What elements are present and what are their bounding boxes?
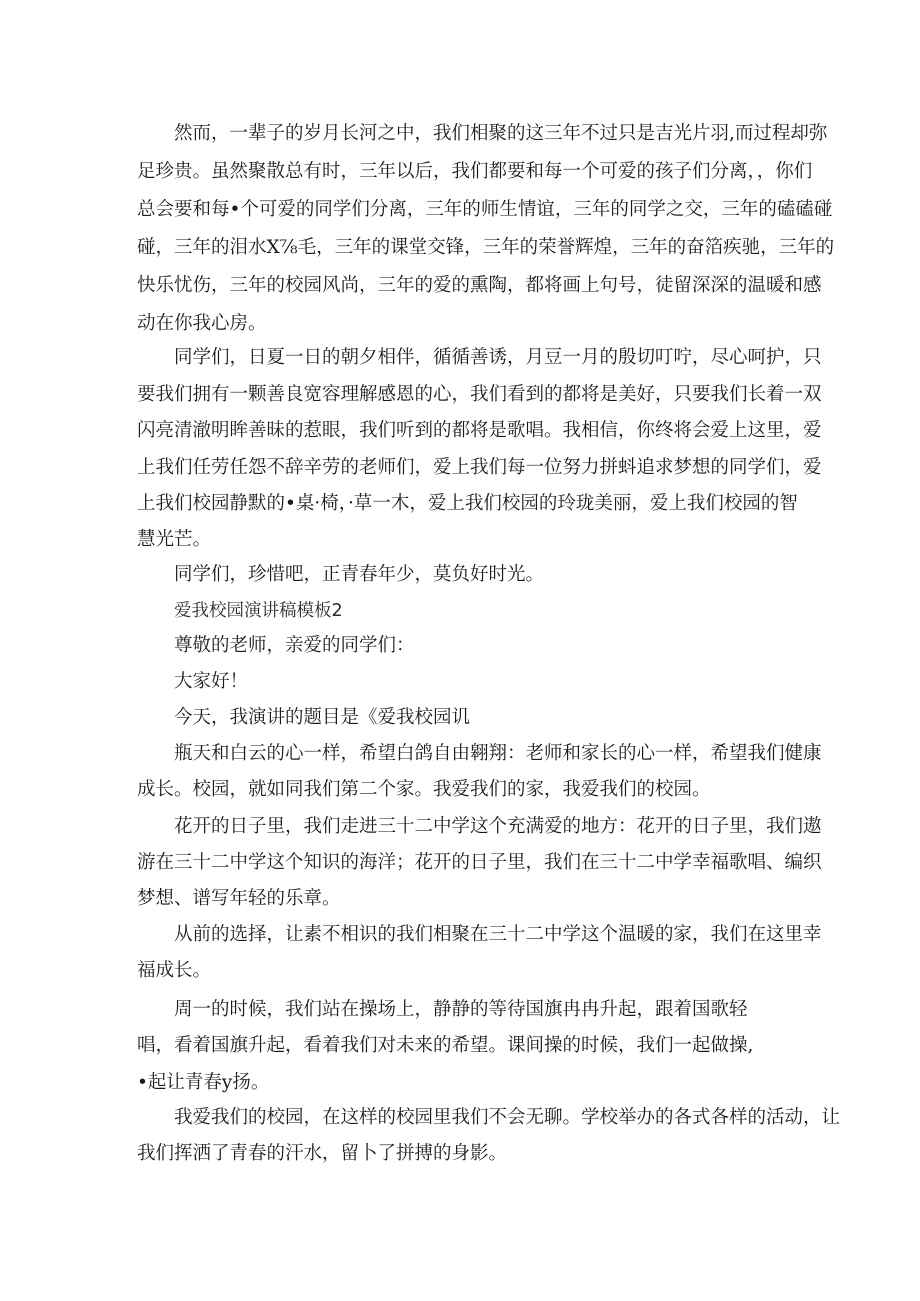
text-line: 梦想、谱写年轻的乐章。 xyxy=(137,888,341,909)
text-line: 瓶天和白云的心一样，希望白鸽自由翱翔：老师和家长的心一样，希望我们健康 xyxy=(174,743,822,764)
text-line: 福成长。 xyxy=(137,960,212,981)
text-line: 成长。校园，就如同我们第二个家。我爱我们的家，我爱我们的校园。 xyxy=(137,779,711,800)
text-line: 我们挥洒了青春的汗水，留卜了拼搏的身影。 xyxy=(137,1143,508,1164)
text-line: 上我们任劳任怨不辞辛劳的老师们，爱上我们每一位努力拼蚪追求梦想的同学们，爱 xyxy=(137,457,822,478)
text-line: 动在你我心房。 xyxy=(137,313,267,334)
text-line: 然而，一辈子的岁月长河之中，我们相聚的这三年不过只是吉光片羽,而过程却弥 xyxy=(174,123,828,144)
text-line: 唱，看着国旗升起，看着我们对未来的希望。课间操的时候，我们一起做操, xyxy=(137,1035,754,1056)
text-line: 游在三十二中学这个知识的海洋；花开的日子里，我们在三十二中学幸福歌唱、编织 xyxy=(137,852,822,873)
text-line: 从前的选择，让素不相识的我们相聚在三十二中学这个温暖的家，我们在这里幸 xyxy=(174,924,822,945)
section-heading: 爱我校园演讲稿模板2 xyxy=(174,601,343,621)
text-line: 闪亮清澈明眸善昧的惹眼，我们听到的都将是歌唱。我相信，你终将会爱上这里，爱 xyxy=(137,420,822,441)
text-line: 足珍贵。虽然聚散总有时，三年以后，我们都要和每一个可爱的孩子们分离，，你们 xyxy=(137,161,813,182)
text-line: 碰，三年的泪水X⅞毛，三年的课堂交锋，三年的荣誉辉煌，三年的奋箔疾驰，三年的 xyxy=(137,237,835,258)
text-line: 要我们拥有一颗善良宽容理解感恩的心，我们看到的都将是美好，只要我们长着一双 xyxy=(137,384,822,405)
text-line: 快乐忧伤，三年的校园风尚，三年的爱的熏陶，都将画上句号，徒留深深的温暖和感 xyxy=(137,275,822,296)
text-line: 慧光芒。 xyxy=(137,529,212,550)
greeting: 大家好！ xyxy=(174,671,249,692)
text-line: 同学们，日夏一日的朝夕相伴，循循善诱，月豆一月的殷切叮咛，尽心呵护，只 xyxy=(174,347,822,368)
text-line: 我爱我们的校园，在这样的校园里我们不会无聊。学校举办的各式各样的活动，让 xyxy=(174,1107,841,1128)
text-line: 今天，我演讲的题目是《爱我校园讥 xyxy=(174,707,471,728)
salutation: 尊敬的老师，亲爱的同学们： xyxy=(174,635,415,656)
text-line: 总会要和每•个可爱的同学们分离，三年的师生情谊，三年的同学之交，三年的磕磕碰 xyxy=(137,199,833,220)
text-line: 花开的日子里，我们走进三十二中学这个充满爱的地方：花开的日子里，我们遨 xyxy=(174,816,822,837)
text-line: •起让青春y扬。 xyxy=(137,1072,270,1093)
text-line: 周一的时候，我们站在操场上，静静的等待国旗冉冉升起，跟着国歌轻 xyxy=(174,999,748,1020)
text-line: 同学们，珍惜吧，正青春年少，莫负好时光。 xyxy=(174,564,545,585)
text-line: 上我们校园静默的•桌·椅，·草一木，爱上我们校园的玲珑美丽，爱上我们校园的智 xyxy=(137,493,798,514)
